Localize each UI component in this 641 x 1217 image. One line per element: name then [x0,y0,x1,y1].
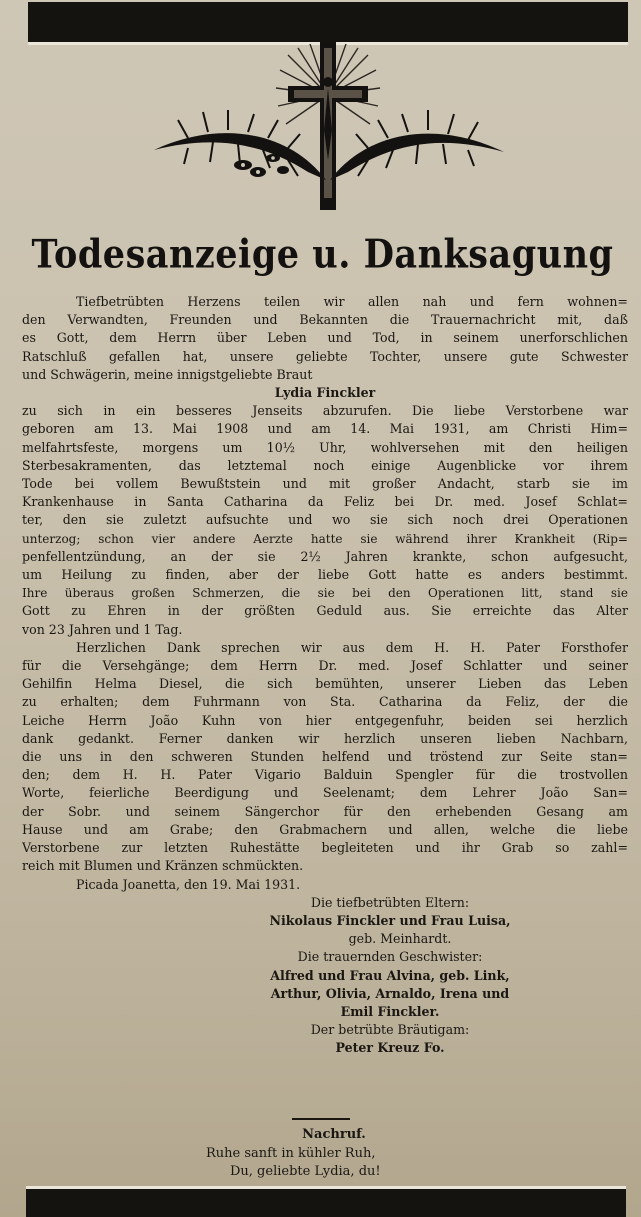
deceased-name: Lydia Finckler [274,385,376,401]
text-line: von 23 Jahren und 1 Tag. [22,621,183,637]
text-line: geboren am 13. Mai 1908 und am 14. Mai 1931, am Christi Him= [22,421,628,437]
text-line: ter, den sie zuletzt aufsuchte und wo sie sich noch drei Operationen [22,512,628,528]
parents-names: Nikolaus Finckler und Frau Luisa, [269,912,511,928]
text-line: Worte, feierliche Beerdigung und Seelenamt; dem Lehrer João San= [22,785,628,801]
parents-note: geb. Meinhardt. [348,931,452,947]
paragraph-thanks [22,639,628,876]
signatures [22,894,628,1058]
paragraph-announcement [22,293,628,384]
text-line: den Verwandten, Freunden und Bekannten die Trauernachricht mit, daß [22,312,628,328]
siblings-heading: Die trauernden Geschwister: [297,949,483,965]
text-line: Gehilfin Helma Diesel, die sich bemühten, unserer Lieben das Leben [22,676,628,692]
divider [292,1118,350,1120]
verse-line: Du, geliebte Lydia, du! [230,1164,381,1179]
text-line: unterzog; schon vier andere Aerzte hatte sie während ihrer Krankheit (Rip= [22,531,628,546]
siblings-line: Arthur, Olivia, Arnaldo, Irena und [270,985,510,1001]
text-line: Verstorbene zur letzten Ruhestätte begleiteten und ihr Grab so zahl= [22,840,628,856]
text-line: Herzlichen Dank sprechen wir aus dem H. H. Pater Forsthofer [76,639,628,655]
announcement-body [22,293,628,1058]
text-line: Ihre überaus großen Schmerzen, die sie bei den Operationen litt, stand sie [22,586,628,601]
text-line: für die Versehgänge; dem Herrn Dr. med. Josef Schlatter und seiner [22,658,628,674]
text-line: Krankenhause in Santa Catharina da Feliz bei Dr. med. Josef Schlat= [22,494,628,510]
parents-heading: Die tiefbetrübten Eltern: [310,894,470,910]
groom-name: Peter Kreuz Fo. [335,1040,445,1056]
text-line: reich mit Blumen und Kränzen schmückten. [22,858,304,874]
text-line: den; dem H. H. Pater Vigario Balduin Spengler für die trostvollen [22,767,628,783]
siblings-line: Alfred und Frau Alvina, geb. Link, [270,967,510,983]
text-line: es Gott, dem Herrn über Leben und Tod, in seinem unerforschlichen [22,330,628,346]
text-line: melfahrtsfeste, morgens um 10½ Uhr, wohlversehen mit den heiligen [22,439,628,455]
text-line: Tiefbetrübten Herzens teilen wir allen nah und fern wohnen= [76,294,628,309]
text-line: Sterbesakramenten, das letztemal noch einige Augenblicke vor ihrem [22,457,628,473]
memorial-verse [150,1126,490,1182]
text-line: zu sich in ein besseres Jenseits abzurufen. Die liebe Verstorbene war [22,403,628,419]
page-title: Todesanzeige u. Danksagung [31,231,614,278]
text-line: dank gedankt. Ferner danken wir herzlich unseren lieben Nachbarn, [22,730,628,746]
paragraph-obituary [22,402,628,639]
bottom-black-border [26,1186,626,1217]
verse-line: Ruhe sanft in kühler Ruh, [206,1145,376,1161]
text-line: Gott zu Ehren in der größten Geduld aus. Sie erreichte das Alter [22,603,628,619]
text-line: der Sobr. und seinem Sängerchor für den erhebenden Gesang am [22,803,628,819]
text-line: Hause und am Grabe; den Grabmachern und allen, welche die liebe [22,821,628,837]
text-line: penfellentzündung, an der sie 2½ Jahren krankte, schon aufgesucht, [22,548,628,564]
verse-title: Nachruf. [302,1127,366,1142]
text-line: zu erhalten; dem Fuhrmann von Sta. Catharina da Feliz, der die [22,694,628,710]
text-line: und Schwägerin, meine innigstgeliebte Braut [22,366,313,382]
text-line: Ratschluß gefallen hat, unsere geliebte Tochter, unsere gute Schwester [22,348,628,364]
place-date: Picada Joanetta, den 19. Mai 1931. [76,876,301,892]
text-line: die uns in den schweren Stunden helfend und tröstend zur Seite stan= [22,749,628,765]
groom-heading: Der betrübte Bräutigam: [310,1022,470,1038]
siblings-line: Emil Finckler. [340,1003,440,1019]
text-line: Leiche Herrn João Kuhn von hier entgegenfuhr, beiden sei herzlich [22,712,628,728]
text-line: Tode bei vollem Bewußtstein und mit großer Andacht, starb sie im [22,476,628,492]
cross-with-palm-branches-icon [148,40,508,220]
top-black-border [28,2,628,45]
text-line: um Heilung zu finden, aber der liebe Gott hatte es anders bestimmt. [22,567,628,583]
